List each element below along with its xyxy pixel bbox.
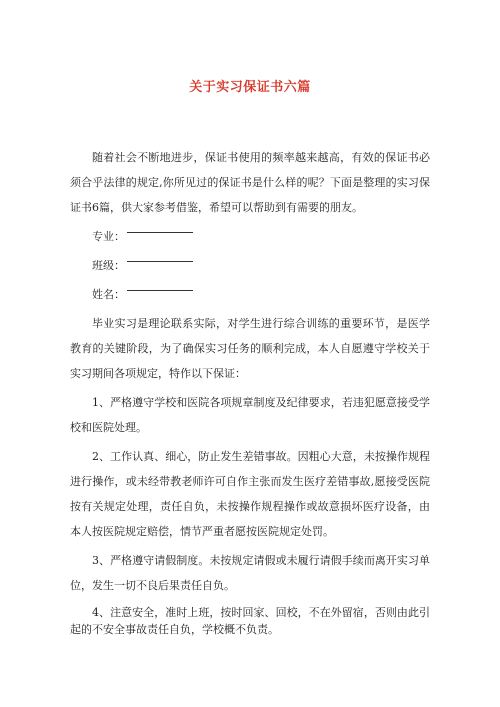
- field-label: 专业：: [92, 230, 125, 243]
- field-class: [70, 253, 430, 278]
- blank-line: [127, 290, 193, 291]
- blank-line: [127, 261, 193, 262]
- document-title: 关于实习保证书六篇: [189, 80, 311, 95]
- field-name: [70, 282, 430, 307]
- field-label: 班级：: [92, 259, 125, 272]
- main-paragraph: 毕业实习是理论联系实际，对学生进行综合训练的重要环节，是医学教育的关键阶段，为了确保实习任务的顺利完成，本人自愿遵守学校关于实习期间各项规定，特作以下保证：: [70, 317, 430, 380]
- field-label: 姓名：: [92, 288, 125, 301]
- intro-paragraph: 随着社会不断地进步，保证书使用的频率越来越高，有效的保证书必须合乎法律的规定,你所见过的保证书是什么样的呢？下面是整理的实习保证书6篇，供大家参考借鉴，希望可以帮助到有需要的朋友。: [70, 151, 430, 214]
- item-2: 2、工作认真、细心，防止发生差错事故。因粗心大意，未按操作规程进行操作，或未经带教老师许可自作主张而发生医疗差错事故,愿接受医院按有关规定处理，责任自负，未按操作规程操作或故意损坏医疗设备，由本人按医院规定赔偿，情节严重者愿按医院规定处罚。: [70, 450, 430, 538]
- field-major: [70, 224, 430, 249]
- blank-line: [127, 232, 193, 233]
- item-1: 1、严格遵守学校和医院各项规章制度及纪律要求，若违犯愿意接受学校和医院处理。: [70, 396, 430, 434]
- item-3: 3、严格遵守请假制度。未按规定请假或未履行请假手续而离开实习单位，发生一切不良后果责任自负。: [70, 554, 430, 592]
- document-body: [70, 145, 430, 642]
- item-4: 4、注意安全，准时上班，按时回家、回校，不在外留宿，否则由此引起的不安全事故责任自负，学校概不负责。: [70, 606, 430, 636]
